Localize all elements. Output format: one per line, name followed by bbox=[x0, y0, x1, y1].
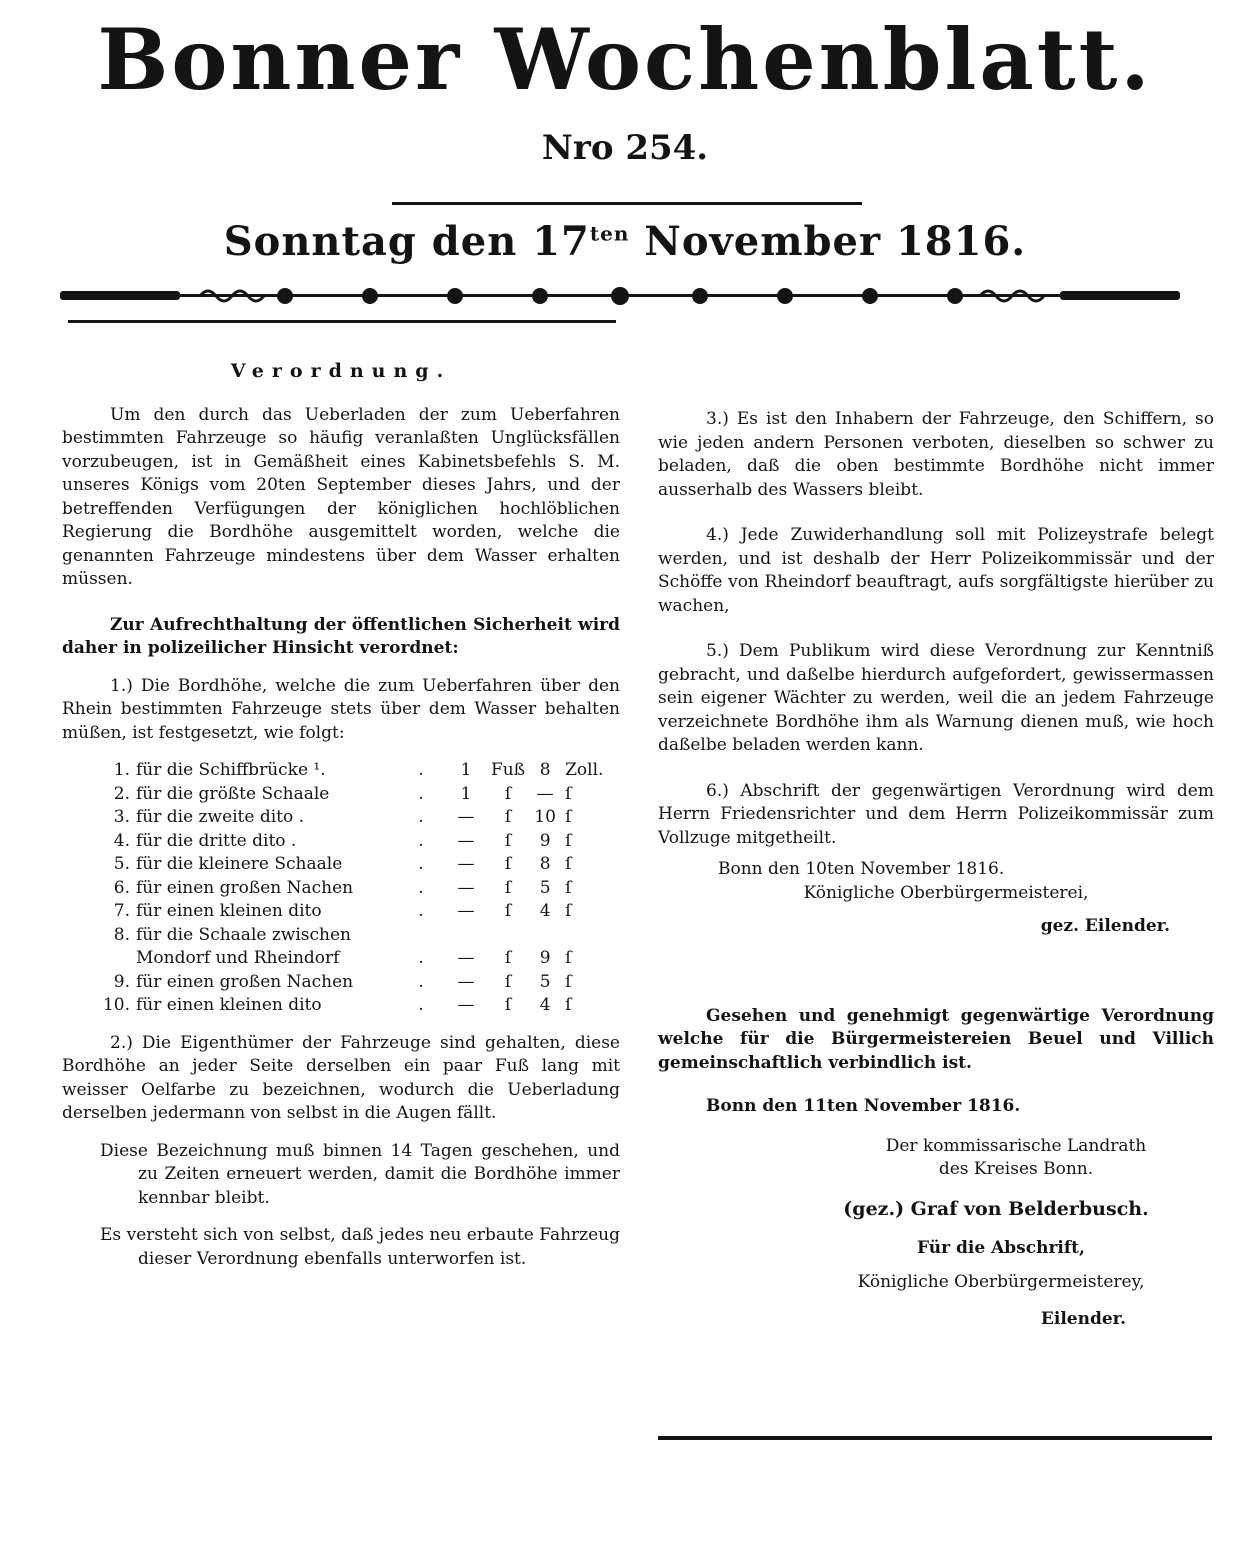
cell-in: 10 bbox=[534, 807, 556, 827]
cell-desc: für einen kleinen dito bbox=[136, 995, 322, 1015]
cell-fu: ſ bbox=[504, 830, 512, 851]
cell-zo: ſ bbox=[565, 995, 572, 1015]
cell-in: 5 bbox=[539, 877, 551, 898]
cell-dot: . bbox=[418, 830, 424, 851]
cell-fu: ſ bbox=[504, 854, 512, 874]
issue-divider bbox=[392, 202, 862, 205]
cell-dot: . bbox=[418, 807, 424, 827]
table-row bbox=[100, 806, 605, 830]
cell-in: 8 bbox=[539, 854, 551, 874]
item-1: 1.) Die Bordhöhe, welche die zum Ueberfahren über den Rhein bestimmten Fahrzeuge stets über dem Wasser behalten müßen, ist festgesetzt, wie folgt: bbox=[62, 675, 620, 743]
table-row bbox=[100, 759, 605, 783]
cell-desc: für einen großen Nachen bbox=[136, 877, 354, 898]
cell-zo: Zoll. bbox=[565, 760, 604, 780]
table-row bbox=[100, 853, 605, 877]
right-column bbox=[658, 408, 1214, 1332]
date-line-1: Bonn den 10ten November 1816. bbox=[718, 859, 1005, 879]
cell-dot: . bbox=[418, 877, 424, 898]
cell-desc: für einen kleinen dito bbox=[136, 901, 322, 921]
cell-ft bbox=[441, 924, 491, 948]
item-5: 5.) Dem Publikum wird diese Verordnung zur Kenntniß gebracht, und daßelbe hierdurch aufgefordert, gewissermassen sein eigener Wächter zu werden, weil die an jedem Fahrzeuge verzeichnete Bordhöhe ihm als Warnung dienen muß, wie hoch daßelbe beladen werden kann. bbox=[658, 641, 1214, 755]
freeboard-table bbox=[100, 759, 605, 1018]
table-row bbox=[100, 830, 605, 854]
table-row bbox=[100, 900, 605, 924]
cell-zo: ſ bbox=[565, 877, 572, 898]
cell-dot bbox=[401, 924, 441, 948]
copy-note: Für die Abschrift, bbox=[917, 1238, 1085, 1258]
cell-in bbox=[525, 924, 565, 948]
date-superscript: ten bbox=[589, 221, 630, 246]
cell-in: — bbox=[536, 783, 554, 804]
cell-dot: . bbox=[418, 783, 424, 804]
cell-dot: . bbox=[418, 854, 424, 874]
cell-in: 8 bbox=[539, 760, 551, 780]
table-row bbox=[100, 877, 605, 901]
cell-ft: 1 bbox=[460, 760, 472, 780]
cell-fu: ſ bbox=[504, 783, 512, 804]
signature-1: gez. Eilender. bbox=[1040, 916, 1170, 936]
cell-in: 5 bbox=[539, 971, 551, 992]
cell-desc: Mondorf und Rheindorf bbox=[136, 948, 340, 968]
cell-ft: 1 bbox=[460, 783, 472, 804]
table-row bbox=[100, 947, 605, 971]
cell-num: 4. bbox=[113, 830, 130, 851]
newspaper-title: Bonner Wochenblatt. bbox=[97, 10, 1153, 109]
cell-dot: . bbox=[418, 901, 424, 921]
closing-rule bbox=[658, 1436, 1212, 1440]
cell-fu: Fuß bbox=[491, 760, 526, 780]
cell-zo: ſ bbox=[565, 971, 572, 992]
cell-in: 4 bbox=[539, 901, 551, 921]
new-vessels-paragraph: Es versteht sich von selbst, daß jedes neu erbaute Fahrzeug dieser Verordnung ebenfalls unterworfen ist. bbox=[100, 1225, 620, 1269]
cell-in: 4 bbox=[539, 995, 551, 1015]
office-line-1: Königliche Oberbürgermeisterei, bbox=[803, 882, 1089, 903]
cell-num: 9. bbox=[113, 971, 130, 992]
issue-date bbox=[0, 218, 1250, 265]
cell-dot: . bbox=[418, 971, 424, 992]
date-suffix: November 1816. bbox=[629, 218, 1027, 265]
cell-fu bbox=[491, 924, 525, 948]
table-row bbox=[100, 971, 605, 995]
cell-num bbox=[100, 947, 136, 971]
cell-num: 3. bbox=[113, 807, 130, 827]
cell-ft: — bbox=[457, 854, 475, 874]
cell-num: 5. bbox=[113, 854, 130, 874]
marking-paragraph: Diese Bezeichnung muß binnen 14 Tagen geschehen, und zu Zeiten erneuert werden, damit die Bordhöhe immer kennbar bleibt. bbox=[100, 1140, 620, 1208]
left-column bbox=[62, 360, 620, 1271]
cell-desc: für die Schiffbrücke ¹. bbox=[136, 760, 326, 780]
cell-fu: ſ bbox=[504, 995, 512, 1015]
cell-ft: — bbox=[457, 807, 475, 827]
cell-zo: ſ bbox=[565, 854, 572, 874]
table-row bbox=[100, 783, 605, 807]
issue-number: Nro 254. bbox=[541, 128, 709, 168]
cell-num: 8. bbox=[113, 924, 130, 945]
cell-dot: . bbox=[418, 760, 424, 780]
cell-desc: für die dritte dito . bbox=[136, 830, 297, 851]
office-line-2a: Der kommissarische Landrath bbox=[885, 1135, 1147, 1156]
cell-ft: — bbox=[457, 948, 475, 968]
signature-2: (gez.) Graf von Belderbusch. bbox=[843, 1197, 1149, 1220]
cell-ft: — bbox=[457, 830, 475, 851]
cell-zo: ſ bbox=[565, 948, 572, 968]
cell-in: 9 bbox=[539, 948, 551, 968]
cell-desc: für die zweite dito . bbox=[136, 807, 305, 827]
cell-ft: — bbox=[457, 901, 475, 921]
cell-desc: für einen großen Nachen bbox=[136, 971, 354, 992]
ordinance-decree: Zur Aufrechthaltung der öffentlichen Sicherheit wird daher in polizeilicher Hinsicht verordnet: bbox=[62, 614, 620, 658]
cell-dot: . bbox=[418, 948, 424, 968]
cell-zo: ſ bbox=[565, 830, 572, 851]
ordinance-intro: Um den durch das Ueberladen der zum Ueberfahren bestimmten Fahrzeuge so häufig veranlaßten Unglücksfällen vorzubeugen, ist in Gemäßheit eines Kabinetsbefehls S. M. unseres Königs vom 20ten September dieses Jahrs, und der betreffenden Verfügungen der königlichen hochlöblichen Regierung die Bordhöhe ausgemittelt worden, welche die genannten Fahrzeuge mindestens über dem Wasser erhalten müssen. bbox=[62, 404, 620, 589]
cell-num: 1. bbox=[113, 760, 130, 780]
cell-fu: ſ bbox=[504, 877, 512, 898]
cell-zo: ſ bbox=[565, 901, 572, 921]
date-line-2: Bonn den 11ten November 1816. bbox=[706, 1096, 1021, 1116]
table-row bbox=[100, 994, 605, 1018]
cell-num: 2. bbox=[113, 783, 130, 804]
date-prefix: Sonntag den 17 bbox=[223, 218, 590, 265]
cell-in: 9 bbox=[539, 830, 551, 851]
cell-desc: für die Schaale zwischen bbox=[136, 924, 351, 945]
cell-num: 10. bbox=[102, 995, 130, 1015]
office-line-3: Königliche Oberbürgermeisterey, bbox=[857, 1271, 1145, 1292]
item-3: 3.) Es ist den Inhabern der Fahrzeuge, den Schiffern, so wie jeden andern Personen verboten, dieselben so schwer zu beladen, daß die oben bestimmte Bordhöhe nicht immer ausserhalb des Wassers bleibt. bbox=[658, 409, 1214, 500]
cell-ft: — bbox=[457, 971, 475, 992]
cell-num: 7. bbox=[113, 901, 130, 921]
cell-desc: für die größte Schaale bbox=[136, 783, 330, 804]
ordinance-heading: Verordnung. bbox=[230, 360, 452, 382]
cell-zo bbox=[565, 924, 605, 948]
approval-paragraph: Gesehen und genehmigt gegenwärtige Verordnung welche für die Bürgermeistereien Beuel und Villich gemeinschaftlich verbindlich ist. bbox=[658, 1005, 1214, 1073]
cell-fu: ſ bbox=[504, 807, 512, 827]
item-6: 6.) Abschrift der gegenwärtigen Verordnung wird dem Herrn Friedensrichter und dem Herrn Polizeikommissär zum Vollzuge mitgetheilt. bbox=[658, 780, 1214, 848]
cell-zo: ſ bbox=[565, 807, 572, 827]
cell-ft: — bbox=[457, 877, 475, 898]
cell-dot: . bbox=[418, 995, 424, 1015]
ornamental-rule bbox=[60, 284, 1180, 308]
cell-ft: — bbox=[457, 995, 475, 1015]
cell-fu: ſ bbox=[504, 948, 512, 968]
cell-desc: für die kleinere Schaale bbox=[136, 854, 343, 874]
table-row bbox=[100, 924, 605, 948]
left-column-rule bbox=[68, 320, 616, 323]
office-line-2b: des Kreises Bonn. bbox=[938, 1159, 1094, 1179]
cell-fu: ſ bbox=[504, 971, 512, 992]
cell-zo: ſ bbox=[565, 783, 572, 804]
cell-fu: ſ bbox=[504, 901, 512, 921]
cell-num: 6. bbox=[113, 877, 130, 898]
item-2: 2.) Die Eigenthümer der Fahrzeuge sind gehalten, diese Bordhöhe an jeder Seite derselben ein paar Fuß lang mit weisser Oelfarbe zu bezeichnen, wodurch die Ueberladung derselben jedermann von selbst in die Augen fällt. bbox=[62, 1032, 620, 1123]
signature-3: Eilender. bbox=[1040, 1309, 1126, 1329]
item-4: 4.) Jede Zuwiderhandlung soll mit Polizeystrafe belegt werden, und ist deshalb der Herr Polizeikommissär und der Schöffe von Rheindorf beauftragt, aufs sorgfältigste hierüber zu wachen, bbox=[658, 525, 1214, 616]
